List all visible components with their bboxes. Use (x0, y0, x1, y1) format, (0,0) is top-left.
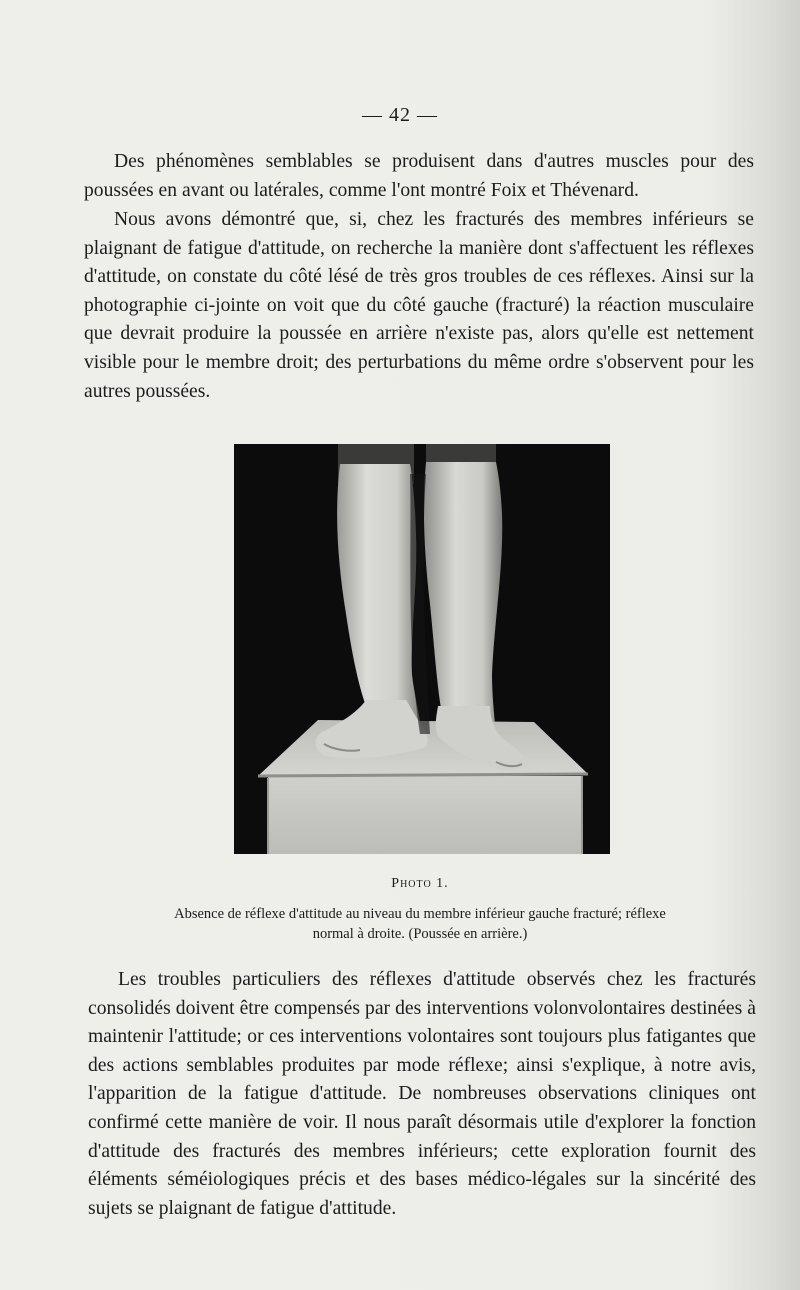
photograph-legs (234, 444, 610, 854)
legs-photo-image (234, 444, 610, 854)
figure-title: Photo 1. (391, 876, 449, 891)
paragraph-2: Nous avons démontré que, si, chez les fracturés des membres inférieurs se plaignant de fatigue d'attitude, on recherche la manière dont s'affectuent les réflexes d'attitude, on constate du côté lésé de très gros troubles de ces réflexes. Ainsi sur la photographie ci-jointe on voit que du côté gauche (fracturé) la réaction musculaire que devrait produire la poussée en arrière n'existe pas, alors qu'elle est nettement visible pour le membre droit; des perturbations du même ordre s'observent pour les autres poussées. (84, 209, 754, 402)
page-number: — 42 — (362, 104, 438, 126)
paragraph-3: Les troubles particuliers des réflexes d'attitude observés chez les fracturés consolidés doivent être compensés par des interventions volonvolontaires destinées à maintenir l'attitude; or ces interventions volontaires sont toujours plus fatigantes que des actions semblables produites par mode réflexe; ainsi s'explique, à notre avis, l'apparition de la fatigue d'attitude. De nombreuses observations cliniques ont confirmé cette manière de voir. Il nous paraît désormais utile d'explorer la fonction d'attitude des fracturés des membres inférieurs; cette exploration fournit des éléments séméiologiques précis et des bases médico-légales sur la sincérité des sujets se plaignant de fatigue d'attitude. (88, 969, 756, 1219)
paragraph-1: Des phénomènes semblables se produisent dans d'autres muscles pour des poussées en avant ou latérales, comme l'ont montré Foix et Thévenard. (84, 151, 754, 201)
figure-caption: Absence de réflexe d'attitude au niveau du membre inférieur gauche fracturé; réflexe normal à droite. (Poussée en arrière.) (174, 906, 666, 942)
